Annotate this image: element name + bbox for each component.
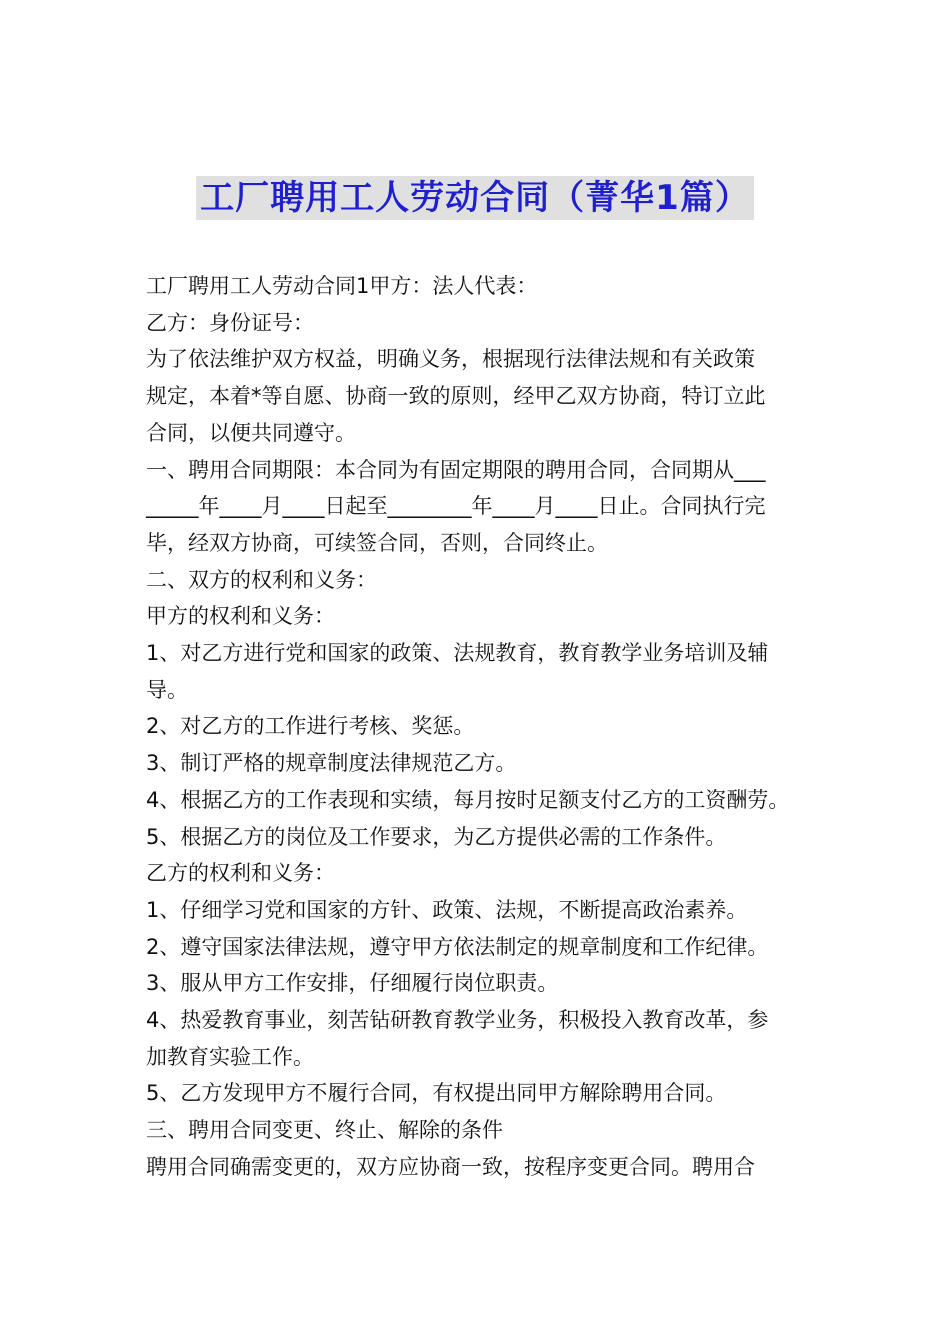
body-line: 1、仔细学习党和国家的方针、政策、法规，不断提高政治素养。 xyxy=(146,897,748,922)
body-line: 4、热爱教育事业，刻苦钻研教育教学业务，积极投入教育改革，参 xyxy=(146,1008,769,1033)
document-title-text: 工厂聘用工人劳动合同（菁华1篇） xyxy=(196,176,754,220)
body-line: 聘用合同确需变更的，双方应协商一致，按程序变更合同。聘用合 xyxy=(146,1154,755,1179)
body-line: 合同，以便共同遵守。 xyxy=(146,420,356,445)
body-line: 为了依法维护双方权益，明确义务，根据现行法律法规和有关政策 xyxy=(146,347,755,372)
body-line: 乙方：身份证号： xyxy=(146,310,314,335)
body-line: 规定，本着*等自愿、协商一致的原则，经甲乙双方协商，特订立此 xyxy=(146,384,766,409)
body-line: _____年____月____日起至________年____月____日止。合同执行完 xyxy=(146,494,766,519)
body-line: 2、对乙方的工作进行考核、奖惩。 xyxy=(146,714,475,739)
body-line: 5、根据乙方的岗位及工作要求，为乙方提供必需的工作条件。 xyxy=(146,824,727,849)
document-title xyxy=(0,176,950,220)
body-line: 导。 xyxy=(146,677,188,702)
body-line: 3、服从甲方工作安排，仔细履行岗位职责。 xyxy=(146,971,559,996)
body-line: 1、对乙方进行党和国家的政策、法规教育，教育教学业务培训及辅 xyxy=(146,641,769,666)
body-line: 三、聘用合同变更、终止、解除的条件 xyxy=(146,1118,503,1143)
body-line: 毕，经双方协商，可续签合同，否则，合同终止。 xyxy=(146,530,608,555)
body-line: 2、遵守国家法律法规，遵守甲方依法制定的规章制度和工作纪律。 xyxy=(146,934,769,959)
body-line: 3、制订严格的规章制度法律规范乙方。 xyxy=(146,751,517,776)
body-line: 5、乙方发现甲方不履行合同，有权提出同甲方解除聘用合同。 xyxy=(146,1081,727,1106)
body-line: 加教育实验工作。 xyxy=(146,1044,314,1069)
body-line: 乙方的权利和义务： xyxy=(146,861,335,886)
body-line: 二、双方的权利和义务： xyxy=(146,567,377,592)
body-line: 甲方的权利和义务： xyxy=(146,604,335,629)
body-line: 一、聘用合同期限：本合同为有固定期限的聘用合同，合同期从___ xyxy=(146,457,766,482)
body-line: 工厂聘用工人劳动合同1甲方：法人代表： xyxy=(146,274,538,298)
document-body xyxy=(146,268,826,1186)
body-line: 4、根据乙方的工作表现和实绩，每月按时足额支付乙方的工资酬劳。 xyxy=(146,787,790,812)
